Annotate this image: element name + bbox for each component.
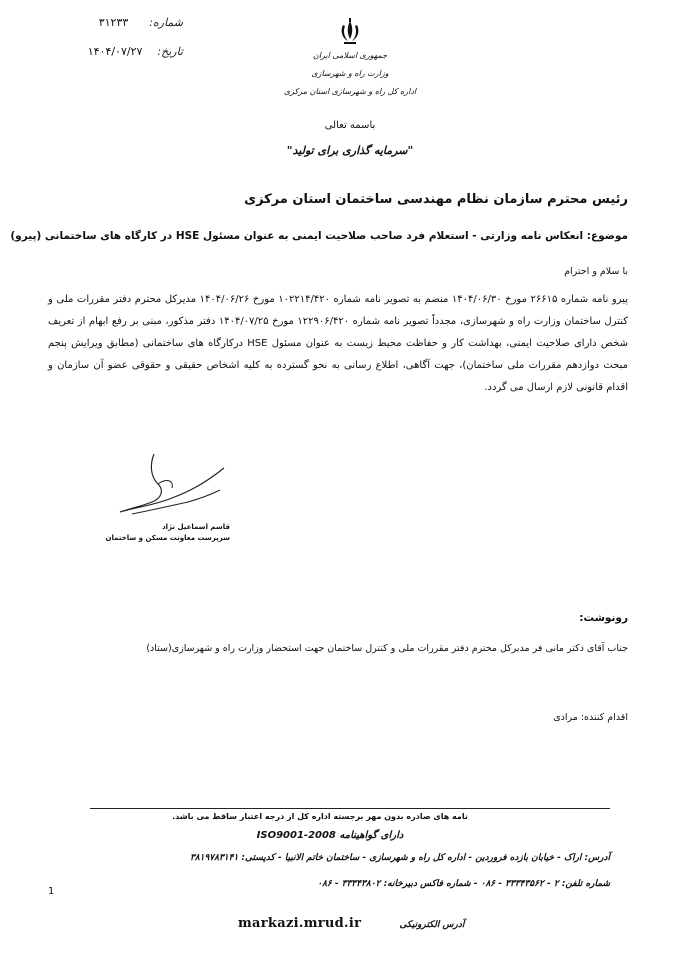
page-number: 1 bbox=[48, 886, 55, 897]
subject: موضوع: انعکاس نامه وزارتی - استعلام فرد صاحب صلاحیت ایمنی به عنوان مسئول HSE در کارگاه های ساختمانی (پیرو) bbox=[10, 230, 628, 242]
website-label: آدرس الکترونیکی bbox=[399, 920, 465, 930]
website-link[interactable]: markazi.mrud.ir bbox=[238, 916, 362, 931]
cc-recipient: جناب آقای دکتر مانی فر مدیرکل محترم دفتر مقررات ملی و کنترل ساختمان جهت استحضار وزارت راه و شهرسازی(ستاد) bbox=[146, 643, 628, 654]
signatory-title: سرپرست معاونت مسکن و ساختمان bbox=[105, 534, 230, 542]
letterhead-country: جمهوری اسلامی ایران bbox=[312, 51, 388, 60]
letter-date-value: ۱۴۰۴/۰۷/۲۷ bbox=[87, 45, 143, 58]
letterhead bbox=[270, 50, 430, 98]
footer-note: نامه های صادره بدون مهر برجسته اداره کل از درجه اعتبار ساقط می باشد. bbox=[172, 812, 468, 821]
signature-block bbox=[90, 522, 230, 544]
footer-divider bbox=[90, 808, 610, 809]
footer-address: آدرس: اراک - خیابان بازده فروردین - اداره کل راه و شهرسازی - ساختمان خاتم الانبیا - کدپستی: ۳۸۱۹۷۸۳۱۴۱ bbox=[189, 853, 610, 863]
letter-number bbox=[63, 16, 183, 29]
letterhead-ministry: وزارت راه و شهرسازی bbox=[311, 69, 389, 78]
footer-phone: شماره تلفن: ۲ - ۳۳۳۴۳۵۶۲ - ۰۸۶ - شماره فاکس دبیرخانه: ۳۳۳۴۳۸۰۲ - ۰۸۶ bbox=[317, 879, 610, 889]
cc-title: رونوشت: bbox=[579, 612, 628, 624]
letterhead-department: اداره کل راه و شهرسازی استان مرکزی bbox=[283, 87, 417, 96]
letter-date bbox=[63, 45, 183, 58]
bismillah: باسمه تعالی bbox=[324, 120, 376, 131]
letter-number-value: ۳۱۲۳۳ bbox=[98, 16, 129, 29]
greeting: با سلام و احترام bbox=[564, 266, 628, 277]
slogan: "سرمایه گذاری برای تولید" bbox=[286, 144, 414, 157]
recipient: رئیس محترم سازمان نظام مهندسی ساختمان استان مرکزی bbox=[244, 192, 628, 207]
letter-number-label: شماره: bbox=[149, 16, 183, 29]
iran-emblem-icon bbox=[338, 18, 362, 46]
action-officer: اقدام کننده: مرادی bbox=[553, 712, 628, 723]
letter-date-label: تاریخ: bbox=[157, 45, 183, 58]
iso-certificate: دارای گواهینامه ISO9001-2008 bbox=[256, 830, 404, 841]
footer-website-row bbox=[238, 912, 464, 931]
letter-body: پیرو نامه شماره ۲۶۶۱۵ مورخ ۱۴۰۴/۰۶/۳۰ منضم به تصویر نامه شماره ۱۰۲۲۱۴/۴۲۰ مورخ ۱۴۰۴/۰۶/۲۶ مدیرکل محترم دفتر مقررات ملی و کنترل ساختمان وزارت راه و شهرسازی، مجدداً تصویر نامه شماره ۱۲۲۹۰۶/۴۲۰ مورخ ۱۴۰۴/۰۷/۲۵ دفتر مذکور، مبنی بر رفع ابهام از تعریف شخص دارای صلاحیت ایمنی، بهداشت کار و حفاظت محیط زیست به عنوان مسئول HSE درکارگاه های ساختمانی (مطابق ویرایش پنجم مبحث دوازدهم مقررات ملی ساختمان)، جهت آگاهی، اطلاع رسانی به نحو گسترده به کلیه اشخاص حقیقی و حقوقی عضو آن سازمان و اقدام قانونی لازم ارسال می گردد. bbox=[48, 294, 629, 393]
signatory-name: قاسم اسماعیل نژاد bbox=[162, 523, 230, 531]
